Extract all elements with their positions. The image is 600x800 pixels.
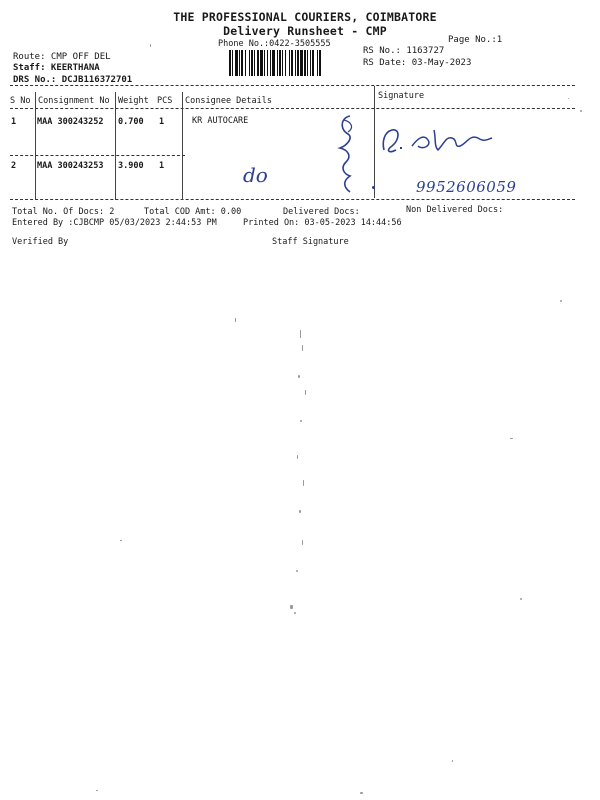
handwritten-dot <box>372 186 375 189</box>
barcode <box>229 50 353 76</box>
non-delivered-docs: Non Delivered Docs: <box>406 205 504 215</box>
scan-speck <box>120 540 122 541</box>
scan-speck <box>235 318 236 322</box>
handwritten-brace-icon <box>330 112 370 198</box>
col-header-consignee: Consignee Details <box>185 96 272 106</box>
signature-icon <box>378 120 498 160</box>
scan-speck <box>300 330 301 338</box>
scan-speck <box>560 300 562 302</box>
printed-on: Printed On: 03-05-2023 14:44:56 <box>243 218 402 228</box>
row-1-consignee: KR AUTOCARE <box>192 116 249 126</box>
entered-by: Entered By :CJBCMP 05/03/2023 2:44:53 PM <box>12 218 217 228</box>
scan-speck <box>305 390 306 395</box>
row-2-consignment: MAA 300243253 <box>37 161 104 171</box>
handwritten-ditto: do <box>243 163 268 187</box>
scan-speck <box>302 540 303 545</box>
page-number: Page No.:1 <box>448 35 503 45</box>
row-2-pcs: 1 <box>159 161 165 171</box>
scan-speck <box>299 510 301 513</box>
scan-speck <box>360 792 363 794</box>
company-name: THE PROFESSIONAL COURIERS, COIMBATORE <box>173 10 437 24</box>
row-1-pcs: 1 <box>159 117 165 127</box>
scan-speck <box>568 98 569 99</box>
col-divider <box>35 92 36 200</box>
scan-speck <box>452 760 453 762</box>
row-separator <box>10 155 185 156</box>
rs-number: RS No.: 1163727 <box>363 46 445 56</box>
total-docs: Total No. Of Docs: 2 <box>12 207 115 217</box>
col-header-signature: Signature <box>378 91 425 101</box>
col-header-consignment: Consignment No <box>38 96 110 106</box>
handwritten-phone: 9952606059 <box>416 178 517 196</box>
document-title: Delivery Runsheet - CMP <box>223 24 387 38</box>
table-top-rule <box>10 85 575 86</box>
scan-speck <box>580 110 582 112</box>
scan-speck <box>302 345 303 351</box>
col-divider <box>374 86 375 198</box>
scan-speck <box>150 44 151 47</box>
row-2-sno: 2 <box>11 161 17 171</box>
row-1-sno: 1 <box>11 117 17 127</box>
table-header-rule <box>10 108 575 109</box>
scan-speck <box>303 480 304 486</box>
col-header-weight: Weight <box>118 96 149 106</box>
staff-signature: Staff Signature <box>272 237 349 247</box>
col-header-sno: S No <box>10 96 31 106</box>
col-divider <box>182 92 183 200</box>
scan-speck <box>294 612 296 614</box>
table-bottom-rule <box>10 199 575 200</box>
phone-number: Phone No.:0422-3505555 <box>218 39 331 49</box>
col-divider <box>115 92 116 200</box>
staff-label: Staff: KEERTHANA <box>13 63 100 73</box>
scan-speck <box>290 605 293 609</box>
row-1-consignment: MAA 300243252 <box>37 117 104 127</box>
scan-speck <box>298 375 300 378</box>
scan-speck <box>510 438 513 439</box>
row-2-weight: 3.900 <box>118 161 144 171</box>
verified-by: Verified By <box>12 237 69 247</box>
scan-speck <box>520 598 522 600</box>
route-label: Route: CMP OFF DEL <box>13 52 111 62</box>
scan-speck <box>296 570 298 572</box>
delivered-docs: Delivered Docs: <box>283 207 360 217</box>
col-header-pcs: PCS <box>157 96 173 106</box>
scan-speck <box>300 420 302 422</box>
scan-speck <box>297 455 298 459</box>
rs-date: RS Date: 03-May-2023 <box>363 58 472 68</box>
scan-speck <box>96 790 98 791</box>
total-cod: Total COD Amt: 0.00 <box>144 207 242 217</box>
row-1-weight: 0.700 <box>118 117 144 127</box>
drs-number: DRS No.: DCJB116372701 <box>13 75 133 85</box>
